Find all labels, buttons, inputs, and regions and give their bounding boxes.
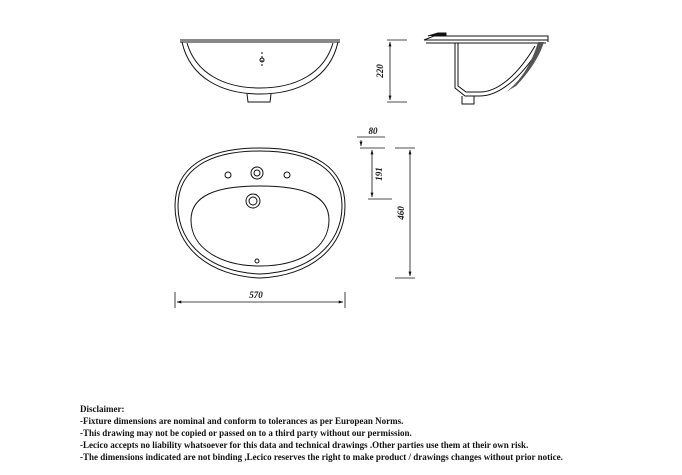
tap-hole-icon	[251, 167, 263, 179]
disclaimer	[80, 403, 670, 463]
tap-offset-dimension	[357, 137, 385, 148]
tap-drain-dimension-label: 191	[374, 167, 384, 181]
height-dimension	[387, 40, 407, 102]
depth-dimension-label: 460	[396, 206, 406, 220]
height-dimension-label: 220	[375, 64, 385, 78]
disclaimer-title: Disclaimer:	[80, 404, 125, 414]
overflow-icon	[255, 259, 259, 263]
disclaimer-line: -The dimensions indicated are not binding ,Lecico reserves the right to make product / drawings changes without prior notice.	[80, 452, 563, 462]
tap-offset-dimension-label: 80	[368, 126, 378, 136]
drain-icon	[246, 194, 260, 208]
plan-view	[175, 148, 345, 278]
side-hole-left-icon	[225, 172, 231, 178]
width-dimension-label: 570	[249, 290, 263, 300]
disclaimer-line: -Fixture dimensions are nominal and conform to tolerances as per European Norms.	[80, 416, 404, 426]
side-hole-right-icon	[284, 172, 290, 178]
disclaimer-line: -Lecico accepts no liability whatsoever for this data and technical drawings .Other parties use them at their own risk.	[80, 440, 529, 450]
side-section-view	[424, 33, 548, 104]
front-elevation-view	[180, 40, 340, 102]
disclaimer-line: -This drawing may not be copied or passed on to a third party without our permission.	[80, 428, 412, 438]
